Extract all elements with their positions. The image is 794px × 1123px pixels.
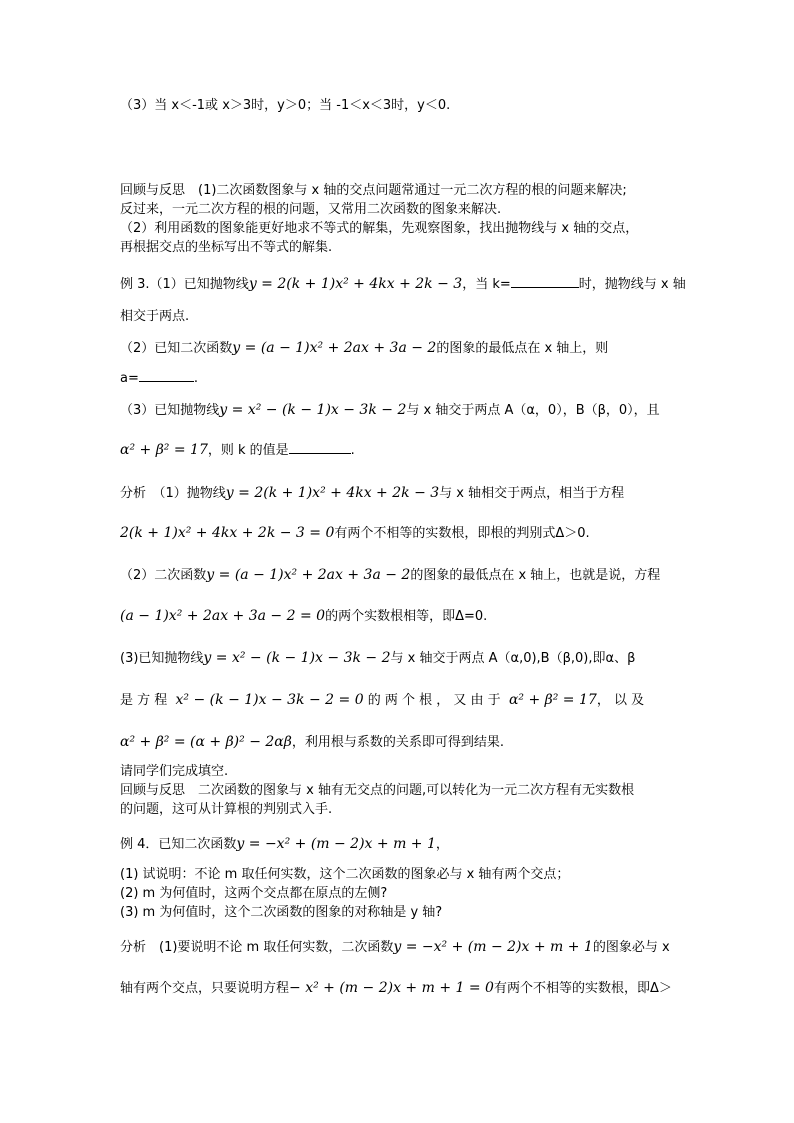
formula: y = x² − (k − 1)x − 3k − 2 <box>203 650 391 666</box>
example4-q3: (3) m 为何值时，这个二次函数的图象的对称轴是 y 轴? <box>120 905 443 920</box>
example3-part1-cont: 相交于两点. <box>120 309 190 324</box>
formula: α² + β² = (α + β)² − 2αβ <box>120 734 292 750</box>
analysis-2: （2）二次函数y = (a − 1)x² + 2ax + 3a − 2的图象的最低点在 x 轴上，也就是说，方程 <box>120 567 661 583</box>
analysis-1: 分析 （1）抛物线y = 2(k + 1)x² + 4kx + 2k − 3与 x 轴相交于两点，相当于方程 <box>120 485 625 501</box>
review-line-3: （2）利用函数的图象能更好地求不等式的解集，先观察图象，找出抛物线与 x 轴的交点， <box>120 221 639 236</box>
example3-part1: 例 3.（1）已知抛物线y = 2(k + 1)x² + 4kx + 2k − 3，当 k= 时，抛物线与 x 轴 <box>120 276 686 292</box>
formula: α² + β² = 17 <box>120 442 208 458</box>
review2-line-2: 的问题，这可从计算根的判别式入手. <box>120 802 333 817</box>
review-line-4: 再根据交点的坐标写出不等式的解集. <box>120 240 333 255</box>
part3-answer: （3）当 x＜-1或 x＞3时，y＞0；当 -1＜x＜3时，y＜0. <box>120 98 451 113</box>
formula: y = −x² + (m − 2)x + m + 1 <box>236 836 436 852</box>
analysis-3-end: α² + β² = (α + β)² − 2αβ，利用根与系数的关系即可得到结果. <box>120 734 504 750</box>
answer-blank[interactable] <box>511 275 579 288</box>
analysis-4-cont: 轴有两个交点，只要说明方程− x² + (m − 2)x + m + 1 = 0有两个不相等的实数根，即Δ＞ <box>120 980 672 996</box>
formula: α² + β² = 17 <box>508 692 597 708</box>
formula: y = x² − (k − 1)x − 3k − 2 <box>219 402 407 418</box>
formula: x² − (k − 1)x − 3k − 2 = 0 <box>175 692 364 708</box>
answer-blank[interactable] <box>289 441 351 454</box>
formula: y = −x² + (m − 2)x + m + 1 <box>393 939 593 955</box>
analysis-2-cont: (a − 1)x² + 2ax + 3a − 2 = 0的两个实数根相等，即Δ=0. <box>120 608 488 624</box>
example3-part2: （2）已知二次函数y = (a − 1)x² + 2ax + 3a − 2的图象的最低点在 x 轴上，则 <box>120 340 609 356</box>
example3-part3-cont: α² + β² = 17，则 k 的值是 . <box>120 442 355 458</box>
formula: y = 2(k + 1)x² + 4kx + 2k − 3 <box>248 276 463 292</box>
example3-part2-cont: a= . <box>120 371 198 386</box>
analysis-3: (3)已知抛物线y = x² − (k − 1)x − 3k − 2与 x 轴交于两点 A（α,0),B（β,0),即α、β <box>120 650 636 666</box>
formula: 2(k + 1)x² + 4kx + 2k − 3 = 0 <box>120 525 335 541</box>
answer-blank[interactable] <box>139 369 194 382</box>
formula: − x² + (m − 2)x + m + 1 = 0 <box>289 980 494 996</box>
example3-part3: （3）已知抛物线y = x² − (k − 1)x − 3k − 2与 x 轴交于两点 A（α，0），B（β，0），且 <box>120 402 660 418</box>
review-line-1: 回顾与反思 (1)二次函数图象与 x 轴的交点问题常通过一元二次方程的根的问题来解决; <box>120 183 627 198</box>
analysis-3-cont: 是 方 程 x² − (k − 1)x − 3k − 2 = 0 的 两 个 根 ， 又 由 于 α² + β² = 17， 以 及 <box>120 692 645 708</box>
fill-instruction: 请同学们完成填空. <box>120 764 229 779</box>
review-line-2: 反过来，一元二次方程的根的问题，又常用二次函数的图象来解决. <box>120 202 502 217</box>
formula: y = (a − 1)x² + 2ax + 3a − 2 <box>232 340 437 356</box>
formula: (a − 1)x² + 2ax + 3a − 2 = 0 <box>120 608 326 624</box>
review2-line-1: 回顾与反思 二次函数的图象与 x 轴有无交点的问题,可以转化为一元二次方程有无实数根 <box>120 783 635 798</box>
example4-q2: (2) m 为何值时，这两个交点都在原点的左侧? <box>120 886 388 901</box>
example4-q1: (1) 试说明：不论 m 取任何实数，这个二次函数的图象必与 x 轴有两个交点； <box>120 867 570 882</box>
formula: y = 2(k + 1)x² + 4kx + 2k − 3 <box>225 485 440 501</box>
example4: 例 4．已知二次函数y = −x² + (m − 2)x + m + 1， <box>120 836 449 852</box>
analysis-1-cont: 2(k + 1)x² + 4kx + 2k − 3 = 0有两个不相等的实数根，即根的判别式Δ＞0. <box>120 525 590 541</box>
formula: y = (a − 1)x² + 2ax + 3a − 2 <box>206 567 411 583</box>
analysis-4: 分析 (1)要说明不论 m 取任何实数，二次函数y = −x² + (m − 2)x + m + 1的图象必与 x <box>120 939 670 955</box>
